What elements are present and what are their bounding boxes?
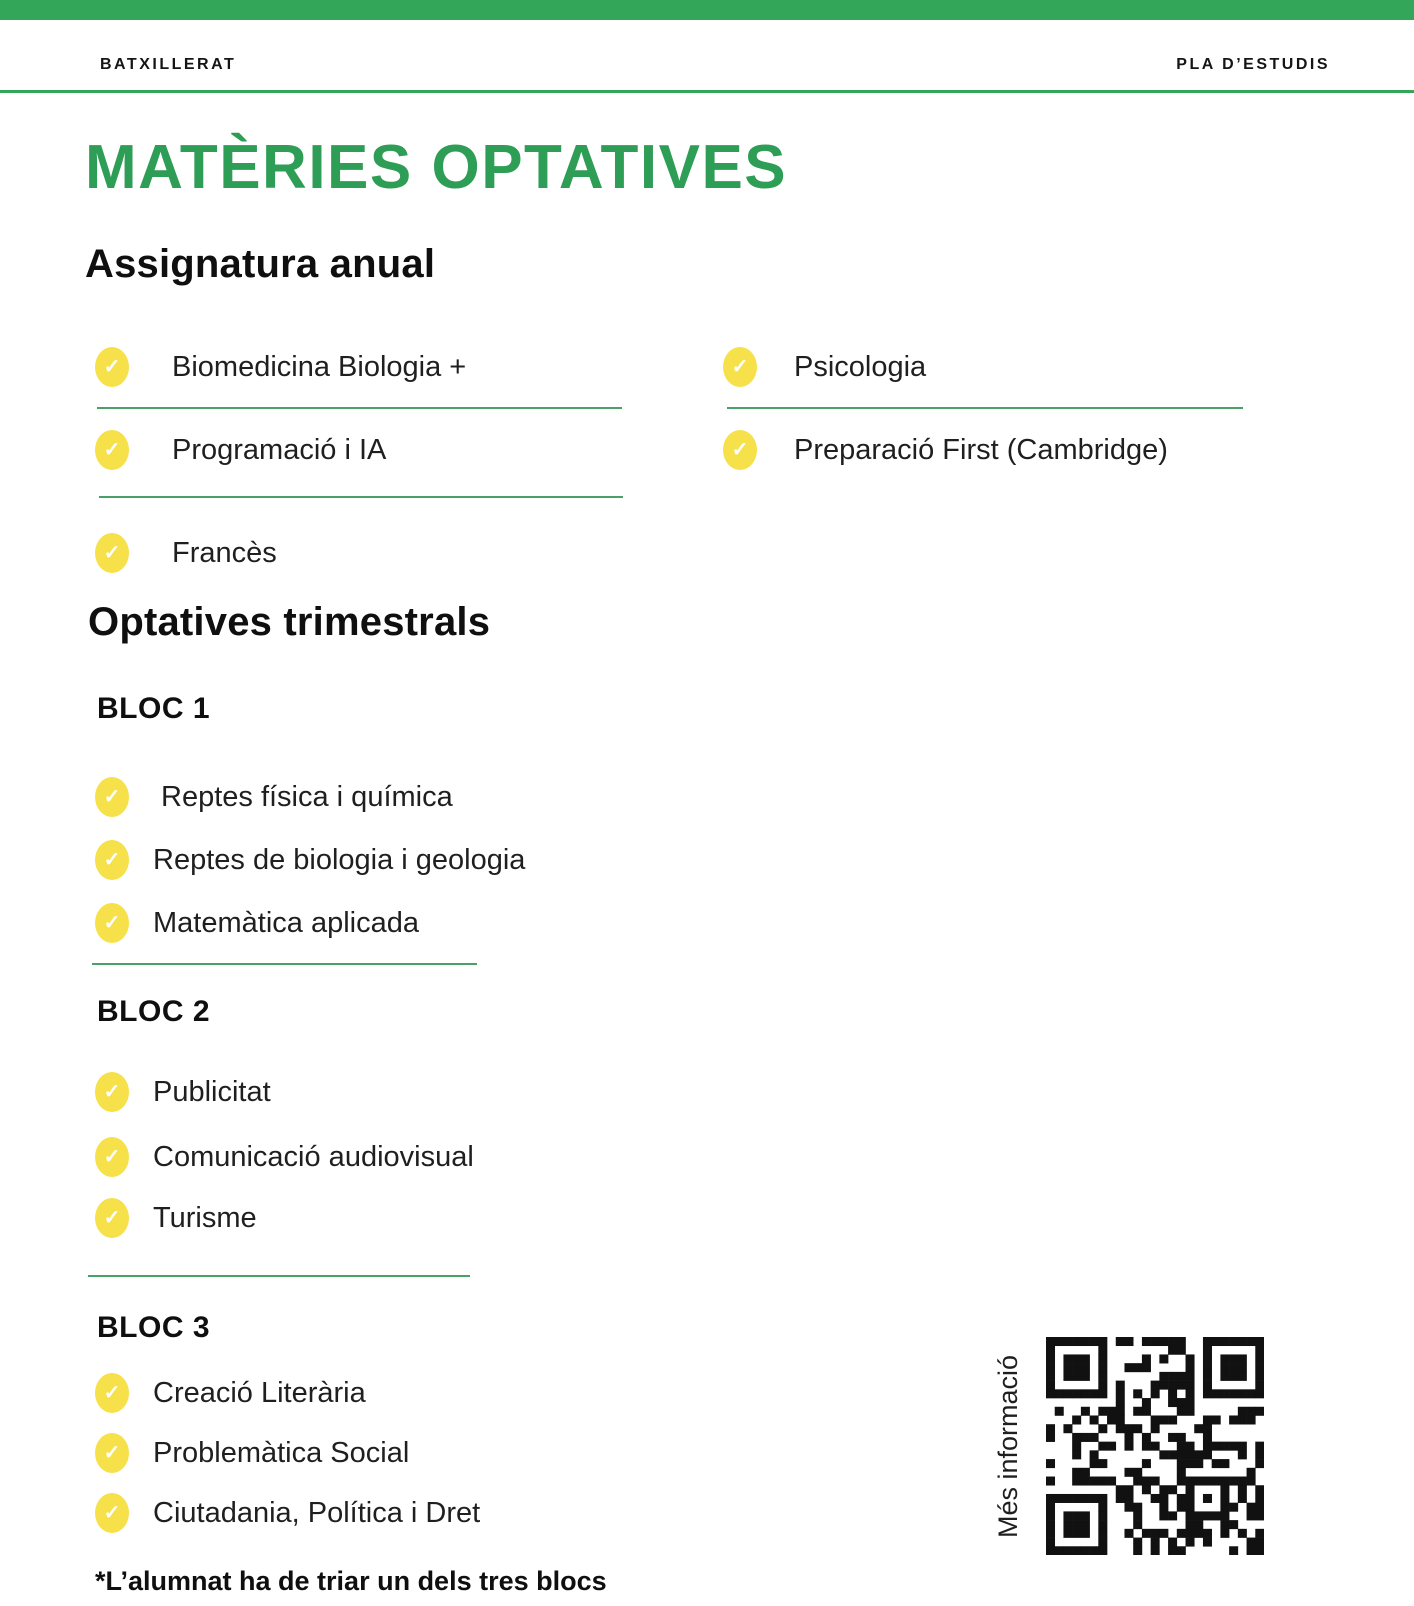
item-label: Turisme xyxy=(153,1201,257,1234)
item-label: Matemàtica aplicada xyxy=(153,906,419,939)
item-label: Psicologia xyxy=(794,350,927,383)
check-icon: ✓ xyxy=(95,903,129,943)
divider-line xyxy=(88,1275,470,1277)
header-label-left: BATXILLERAT xyxy=(100,56,237,73)
list-item xyxy=(95,840,525,880)
check-icon: ✓ xyxy=(95,1493,129,1533)
qr-code xyxy=(1046,1337,1264,1555)
list-item xyxy=(95,1137,474,1177)
check-icon: ✓ xyxy=(95,1433,129,1473)
check-icon: ✓ xyxy=(723,430,757,470)
check-icon: ✓ xyxy=(723,347,757,387)
list-item xyxy=(95,1493,480,1533)
check-icon: ✓ xyxy=(95,533,129,573)
bloc-title: BLOC 2 xyxy=(97,995,211,1028)
divider-line xyxy=(727,407,1243,409)
item-label: Biomedicina Biologia + xyxy=(172,350,467,383)
item-label: Preparació First (Cambridge) xyxy=(794,433,1168,466)
list-item xyxy=(95,777,453,817)
item-label: Reptes física i química xyxy=(161,780,453,813)
check-icon: ✓ xyxy=(95,347,129,387)
check-icon: ✓ xyxy=(95,840,129,880)
bloc-title: BLOC 3 xyxy=(97,1311,211,1344)
item-label: Problemàtica Social xyxy=(153,1436,410,1469)
item-label: Reptes de biologia i geologia xyxy=(153,843,526,876)
check-icon: ✓ xyxy=(95,430,129,470)
list-item xyxy=(95,1373,366,1413)
check-icon: ✓ xyxy=(95,1072,129,1112)
top-color-bar xyxy=(0,0,1414,20)
check-icon: ✓ xyxy=(95,1373,129,1413)
item-label: Publicitat xyxy=(153,1075,271,1108)
check-icon: ✓ xyxy=(95,1198,129,1238)
item-label: Creació Literària xyxy=(153,1376,366,1409)
item-label: Programació i IA xyxy=(172,433,387,466)
list-item xyxy=(95,1072,271,1112)
section-heading-annual: Assignatura anual xyxy=(85,242,436,286)
header-label-right: PLA D’ESTUDIS xyxy=(1176,56,1330,73)
item-label: Comunicació audiovisual xyxy=(153,1140,474,1173)
divider-line xyxy=(99,496,623,498)
list-item xyxy=(95,1433,409,1473)
divider-line xyxy=(92,963,477,965)
list-item xyxy=(95,430,386,470)
list-item xyxy=(95,903,419,943)
check-icon: ✓ xyxy=(95,777,129,817)
qr-section xyxy=(993,1337,1264,1555)
list-item xyxy=(95,347,466,387)
section-heading-trimestral: Optatives trimestrals xyxy=(88,600,491,644)
list-item xyxy=(95,533,277,573)
list-item xyxy=(95,1198,257,1238)
qr-label: Més informació xyxy=(993,1354,1023,1538)
footnote: *L’alumnat ha de triar un dels tres blocs xyxy=(95,1566,607,1596)
list-item xyxy=(723,347,926,387)
bloc-title: BLOC 1 xyxy=(97,692,211,725)
check-icon: ✓ xyxy=(95,1137,129,1177)
page-title: MATÈRIES OPTATIVES xyxy=(85,133,788,202)
list-item xyxy=(723,430,1168,470)
item-label: Francès xyxy=(172,536,277,569)
header-rule xyxy=(0,90,1414,93)
item-label: Ciutadania, Política i Dret xyxy=(153,1496,481,1529)
divider-line xyxy=(97,407,622,409)
